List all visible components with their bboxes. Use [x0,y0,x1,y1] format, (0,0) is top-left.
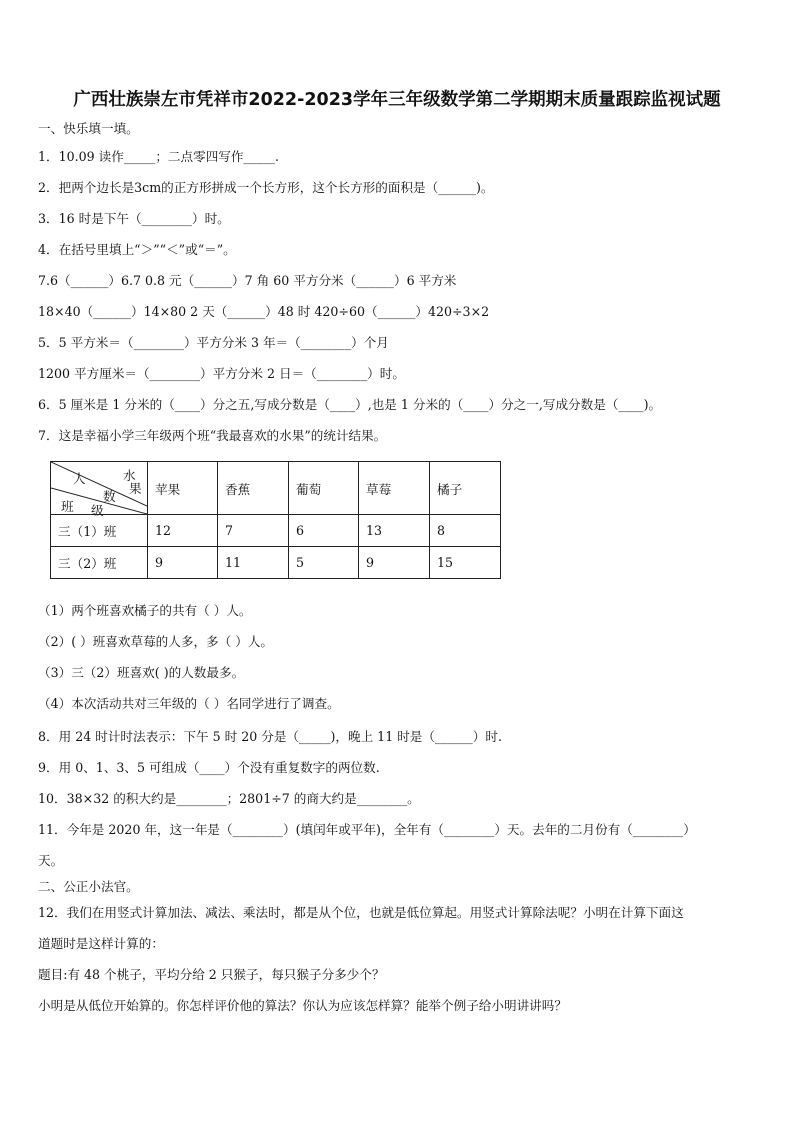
diag-label-grade: 级 [91,503,104,518]
question-11-line-2: 天。 [38,853,64,868]
question-12-line-2: 道题时是这样计算的： [38,936,164,951]
question-7-3: （3）三（2）班喜欢( )的人数最多。 [38,665,245,680]
question-2: 2．把两个边长是3cm的正方形拼成一个长方形，这个长方形的面积是（______)。 [38,180,494,195]
diag-label-fruit-1: 水 [123,468,136,483]
table-cell: 15 [430,547,501,579]
table-cell: 8 [430,515,501,547]
table-header-row [51,462,501,515]
section-heading-2: 二、公正小法官。 [38,879,139,894]
question-4: 4．在括号里填上“＞”“＜”或“＝”。 [38,242,236,257]
question-7-1: （1）两个班喜欢橘子的共有（ ）人。 [38,603,252,618]
row-label: 三（2）班 [51,547,148,579]
question-3: 3．16 时是下午（________）时。 [38,211,230,226]
table-cell: 6 [289,515,359,547]
question-6: 6．5 厘米是 1 分米的（____）分之五,写成分数是（____）,也是 1 分米的（____）分之一,写成分数是（____)。 [38,397,662,412]
question-4-row-1: 7.6（______）6.7 0.8 元（______）7 角 60 平方分米（______）6 平方米 [38,273,457,288]
section-heading-1: 一、快乐填一填。 [38,121,139,136]
question-5-row-2: 1200 平方厘米＝（________）平方分米 2 日＝（________）时。 [38,366,405,381]
question-12-line-1: 12．我们在用竖式计算加法、减法、乘法时，都是从个位，也就是低位算起。用竖式计算除法呢？小明在计算下面这 [38,905,684,920]
question-5-row-1: 5．5 平方米＝（________）平方分米 3 年＝（________）个月 [38,335,389,350]
fruit-stats-table [50,461,501,579]
row-label: 三（1）班 [51,515,148,547]
question-9: 9．用 0、1、3、5 可组成（____）个没有重复数字的两位数. [38,760,380,775]
table-cell: 7 [218,515,289,547]
header-strawberry: 草莓 [359,462,430,515]
header-banana: 香蕉 [218,462,289,515]
table-cell: 13 [359,515,430,547]
table-cell: 9 [359,547,430,579]
header-apple: 苹果 [148,462,218,515]
table-cell: 12 [148,515,218,547]
question-12-line-3: 题目:有 48 个桃子，平均分给 2 只猴子，每只猴子分多少个？ [38,967,385,982]
diag-label-fruit-2: 果 [129,481,142,496]
table-row [51,515,501,547]
question-12-line-4: 小明是从低位开始算的。你怎样评价他的算法？你认为应该怎样算？能举个例子给小明讲讲吗？ [38,998,567,1013]
question-11-line-1: 11．今年是 2020 年，这一年是（________）(填闰年或平年)，全年有（________）天。去年的二月份有（________） [38,822,696,837]
question-4-row-2: 18×40（______）14×80 2 天（______）48 时 420÷60（______）420÷3×2 [38,304,490,319]
header-grape: 葡萄 [289,462,359,515]
question-1: 1．10.09 读作_____；二点零四写作_____. [38,149,279,164]
question-7-4: （4）本次活动共对三年级的（ ）名同学进行了调查。 [38,696,340,711]
question-8: 8．用 24 时计时法表示：下午 5 时 20 分是（_____)，晚上 11 时是（______）时. [38,729,502,744]
question-10: 10．38×32 的积大约是________；2801÷7 的商大约是________。 [38,791,420,806]
header-orange: 橘子 [430,462,501,515]
table-row [51,547,501,579]
diag-label-class: 班 [61,499,74,514]
question-7: 7．这是幸福小学三年级两个班“我最喜欢的水果”的统计结果。 [38,428,387,443]
table-cell: 11 [218,547,289,579]
page-title: 广西壮族崇左市凭祥市2022-2023学年三年级数学第二学期期末质量跟踪监视试题 [73,90,721,110]
diagonal-header-cell [51,462,148,518]
question-7-2: （2）( ）班喜欢草莓的人多，多（ ）人。 [38,634,274,649]
table-cell: 5 [289,547,359,579]
diag-label-count: 数 [103,489,116,504]
table-cell: 9 [148,547,218,579]
diag-label-person: 人 [73,471,86,486]
